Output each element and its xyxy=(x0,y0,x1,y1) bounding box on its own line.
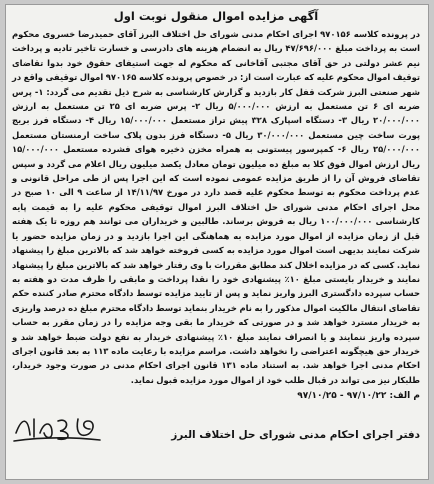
notice-paragraph: در پرونده کلاسه ۹۷۰۱۵۶ اجرای احکام مدنی شورای حل اختلاف البرز آقای حمیدرضا خسروی محکوم است به پرداخت مبلغ ۴۷/۶۹۶/۰۰۰ ریال به انضمام هزینه های دادرسی و خسارت تاخیر تادیه و پرداخت نیم عشر دولتی در حق آقای مجتبی آقاخانی که محکوم له جهت استیفای حقوق خود بدوا تقاضای توقیف اموال محکوم علیه که عبارت است از: در خصوص پرونده کلاسه ۹۷۰۱۶۵ اموال توقیفی واقع در شهر صنعتی البرز شرکت قفل کار بازدید و گزارش کارشناسی به شرح ذیل تقدیم می گردد: ۱- پرس ضربه ای ۶ تن مستعمل به ارزش ۵/۰۰۰/۰۰۰ ریال ۲- پرس ضربه ای ۲۵ تن مستعمل به ارزش ۲۰/۰۰۰/۰۰۰ ریال ۳- دستگاه اسپارک ۳۲۸ پیش تراز مستعمل ۱۵/۰۰۰/۰۰۰ ریال ۴- دستگاه فرز بریج پورت ساخت چین مستعمل ۳۰/۰۰۰/۰۰۰ ریال ۵- دستگاه فرز بدون پلاک ساخت ارمنستان مستعمل ۲۵/۰۰۰/۰۰۰ ریال ۶- کمپرسور پیستونی به همراه مخزن ذخیره هوای فشرده مستعمل ۱۵/۰۰۰/۰۰۰ ریال ارزش اموال فوق کلا به مبلغ ده میلیون تومان معادل یکصد میلیون ریال اعلام می گردد و سپس تقاضای فروش آن را از طریق مزایده عمومی نموده است که این اجرا پس از طی مراحل قانونی و عدم پرداخت محکوم به توسط محکوم علیه قصد دارد در مورخ ۱۴/۱۱/۹۷ از ساعت ۹ الی ۱۰ صبح در محل اجرای احکام مدنی شورای حل اختلاف البرز اموال توقیفی محکوم علیه را به قیمت پایه کارشناسی ۱۰۰/۰۰۰/۰۰۰ ریال به فروش برساند. طالبین و خریداران می توانند هم روزه تا یک هفته قبل از زمان مزایده از اموال مورد مزایده به هماهنگی این اجرا بازدید و در زمان مزایده حضور یا شرکت نمایند بدیهی است اموال مورد مزایده به کسی فروخته خواهد شد که بالاترین مبلغ را پیشنهاد نماید. کسی که در مزایده اخلال کند مطابق مقررات با وی رفتار خواهد شد که بالاترین مبلغ را پیشنهاد نمایند و خریدار بایستی مبلغ ۱۰٪ پیشنهادی خود را نقدا پرداخت و مابقی را ظرف مدت دو هفته به حساب سپرده دادگستری البرز واریز نماید و پس از تایید مزایده توسط دادگاه محترم صادر کننده حکم تقاضای انتقال مالکیت اموال مذکور را به نام خریدار بنماید توسط دادگاه محترم مبلغ ده درصد واریزی به خریدار مسترد خواهد شد و در صورتی که خریدار ما بقی وجه مزایده را در زمان مقرر به حساب سپرده واریز ننمایند و یا انصراف نمایند مبلغ ۱۰٪ پیشنهادی خریدار به نفع دولت ضبط خواهد شد و خریدار حق هیچگونه اعتراضی را نخواهد داشت. مراسم مزایده با رعایت ماده ۱۱۳ به بعد قانون اجرای احکام مدنی اجرا خواهد شد. به استناد ماده ۱۳۱ قانون اجرای احکام مدنی در صورت وجود خریدار، طلبکار نیز می تواند در قبال طلب خود از اموال مورد مزایده قبول نماید. xyxy=(12,29,421,385)
notice-footer xyxy=(12,407,420,445)
notice-body xyxy=(12,27,420,387)
letter-reference: م الف: ۹۷/۱۰/۲۲ - ۹۷/۱۰/۲۵ xyxy=(297,391,420,402)
office-name: دفتر اجرای احکام مدنی شورای حل اختلاف البرز xyxy=(171,429,420,442)
handwritten-signature xyxy=(12,407,102,445)
auction-notice xyxy=(5,4,429,480)
notice-title: آگهی مزایده اموال منقول نوبت اول xyxy=(113,9,319,23)
